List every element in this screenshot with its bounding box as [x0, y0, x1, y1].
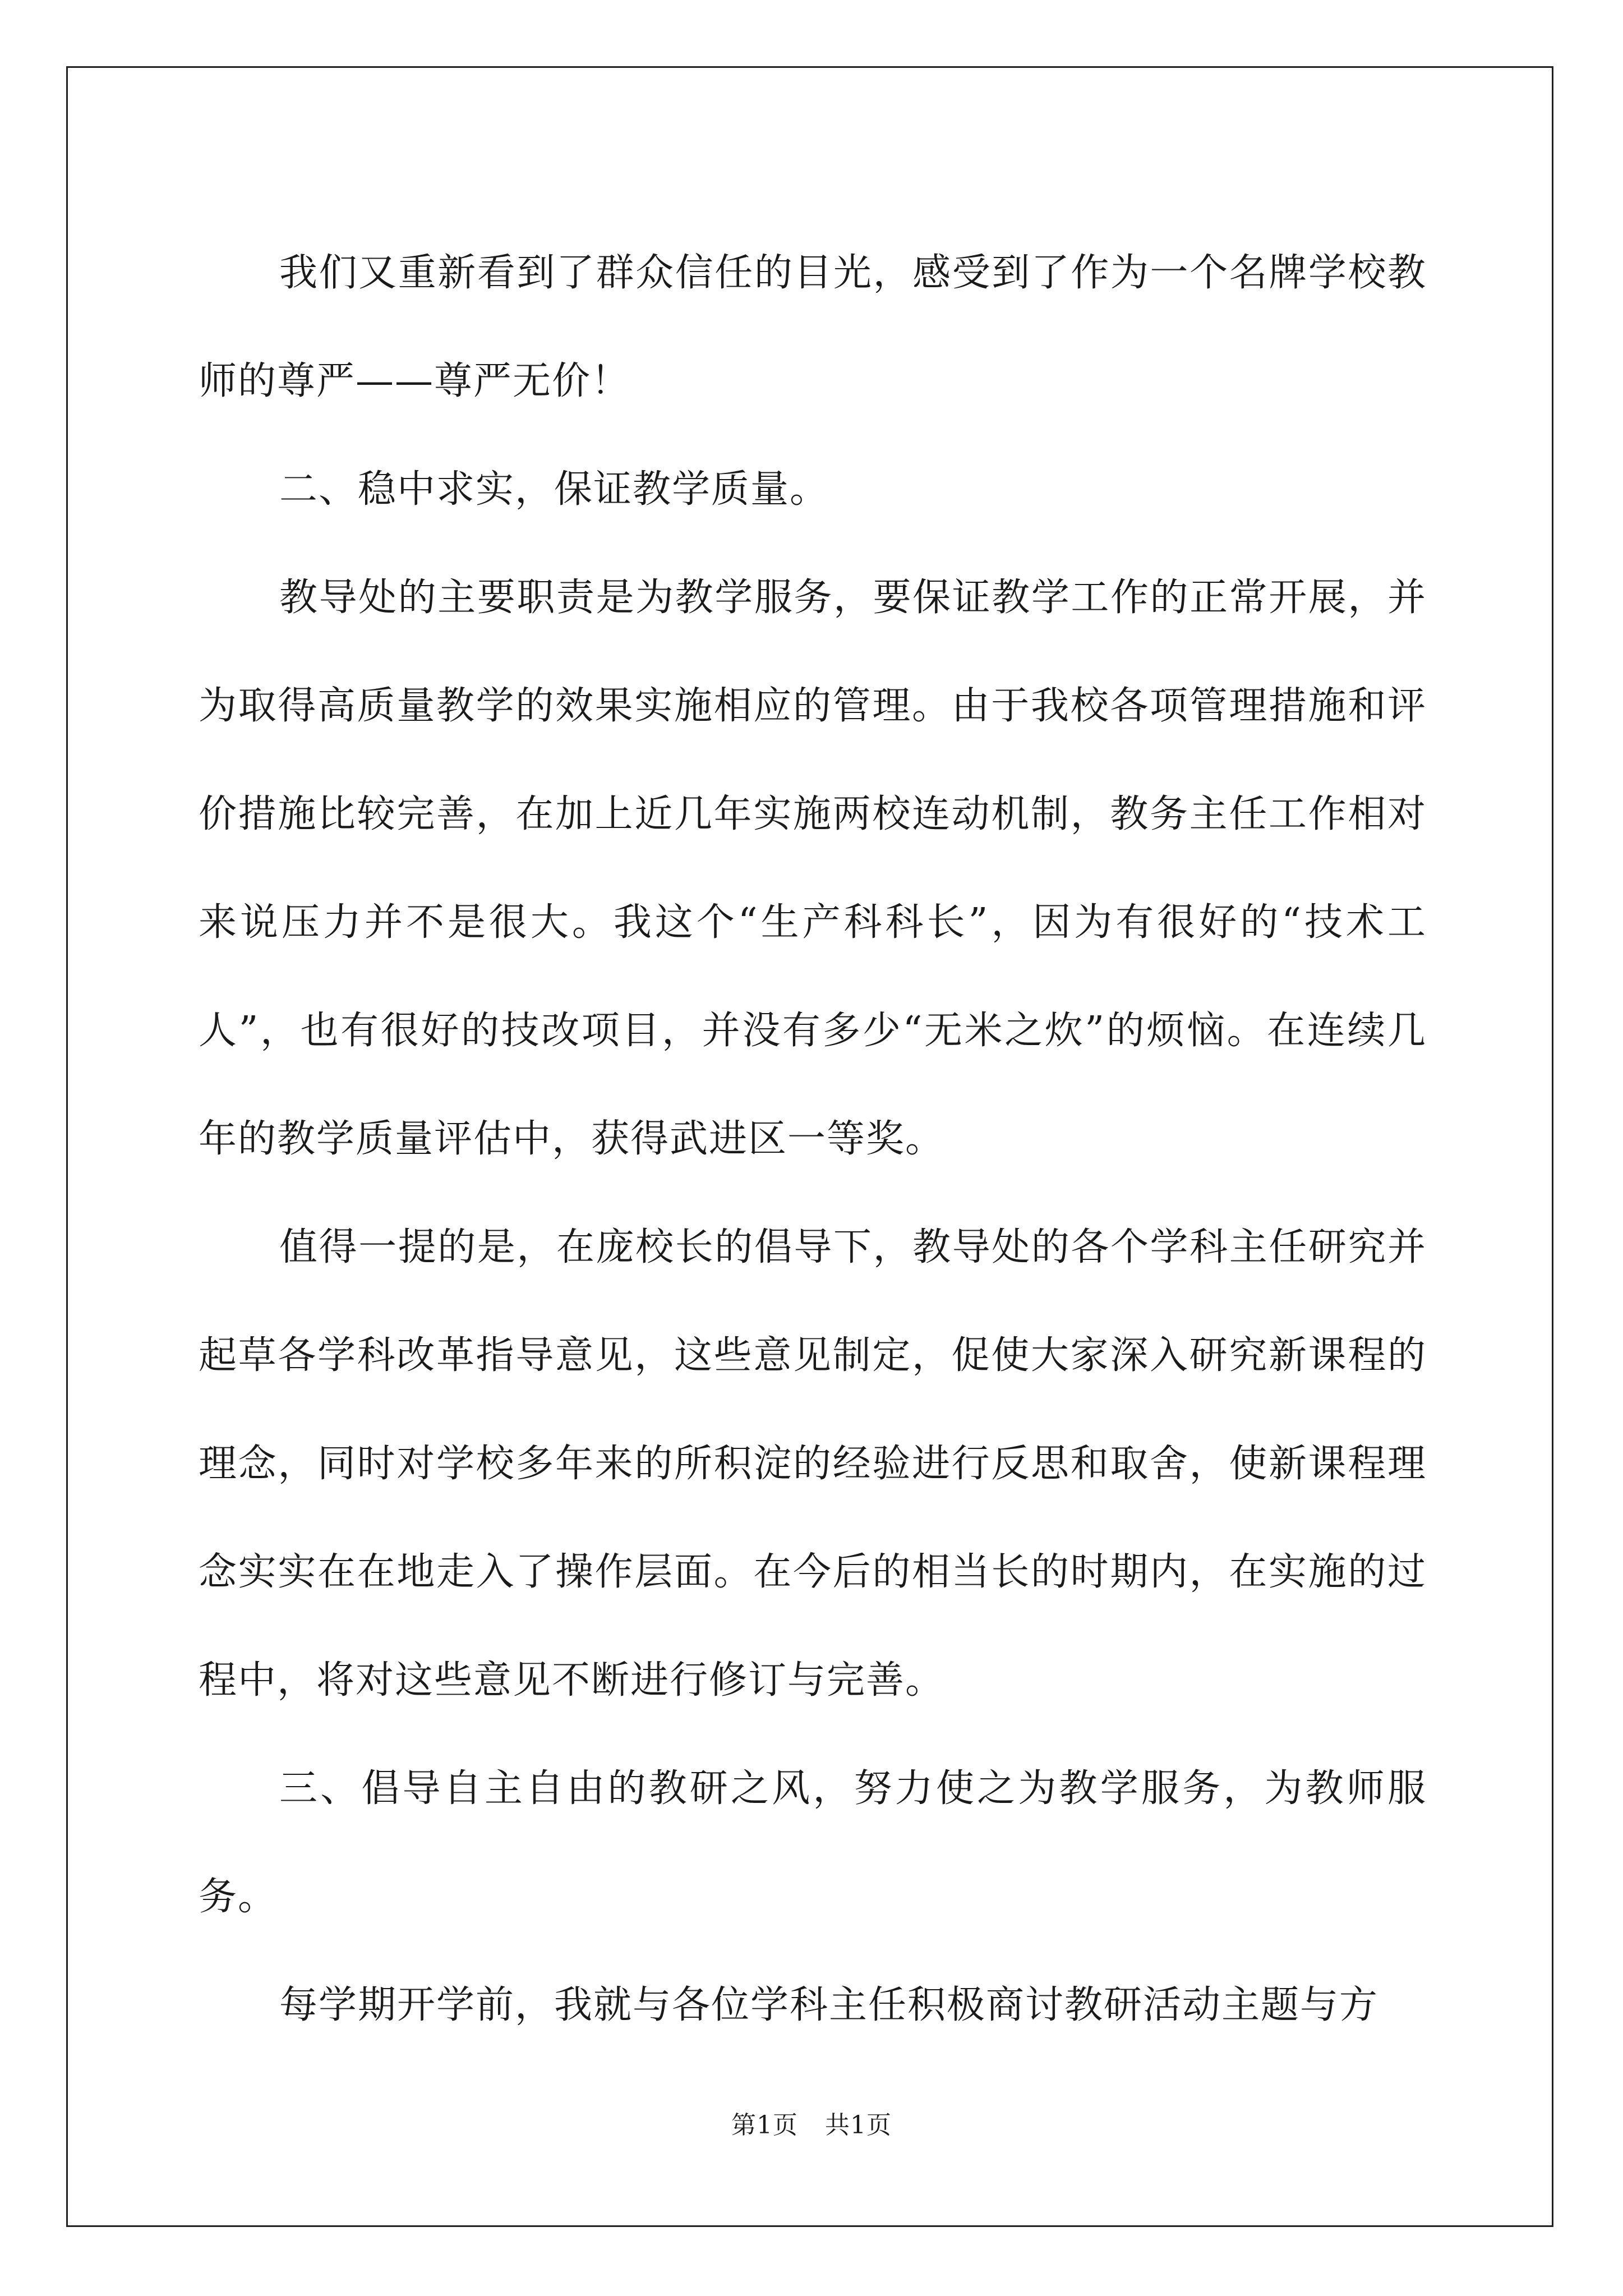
section-heading: 三、倡导自主自由的教研之风，努力使之为教学服务，为教师服务。 — [199, 1766, 1427, 1919]
document-body — [199, 219, 1427, 2059]
section-heading: 二、稳中求实，保证教学质量。 — [279, 467, 829, 512]
page-number-total: 共1页 — [825, 2111, 892, 2139]
paragraph: 值得一提的是，在庞校长的倡导下，教导处的各个学科主任研究并起草各学科改革指导意见，这些意见制定，促使大家深入研究新课程的理念，同时对学校多年来的所积淀的经验进行反思和取舍，使新课程理念实实在在地走入了操作层面。在今后的相当长的时期内，在实施的过程中，将对这些意见不断进行修订与完善。 — [199, 1225, 1427, 1703]
page-number-current: 第1页 — [731, 2111, 798, 2139]
paragraph: 我们又重新看到了群众信任的目光，感受到了作为一个名牌学校教师的尊严——尊严无价！ — [199, 251, 1427, 403]
page-footer — [0, 2105, 1623, 2141]
paragraph: 每学期开学前，我就与各位学科主任积极商讨教研活动主题与方 — [279, 1983, 1379, 2027]
paragraph: 教导处的主要职责是为教学服务，要保证教学工作的正常开展，并为取得高质量教学的效果实施相应的管理。由于我校各项管理措施和评价措施比较完善，在加上近几年实施两校连动机制，教务主任工作相对来说压力并不是很大。我这个“生产科科长”，因为有很好的“技术工人”，也有很好的技改项目，并没有多少“无米之炊”的烦恼。在连续几年的教学质量评估中，获得武进区一等奖。 — [199, 576, 1427, 1161]
